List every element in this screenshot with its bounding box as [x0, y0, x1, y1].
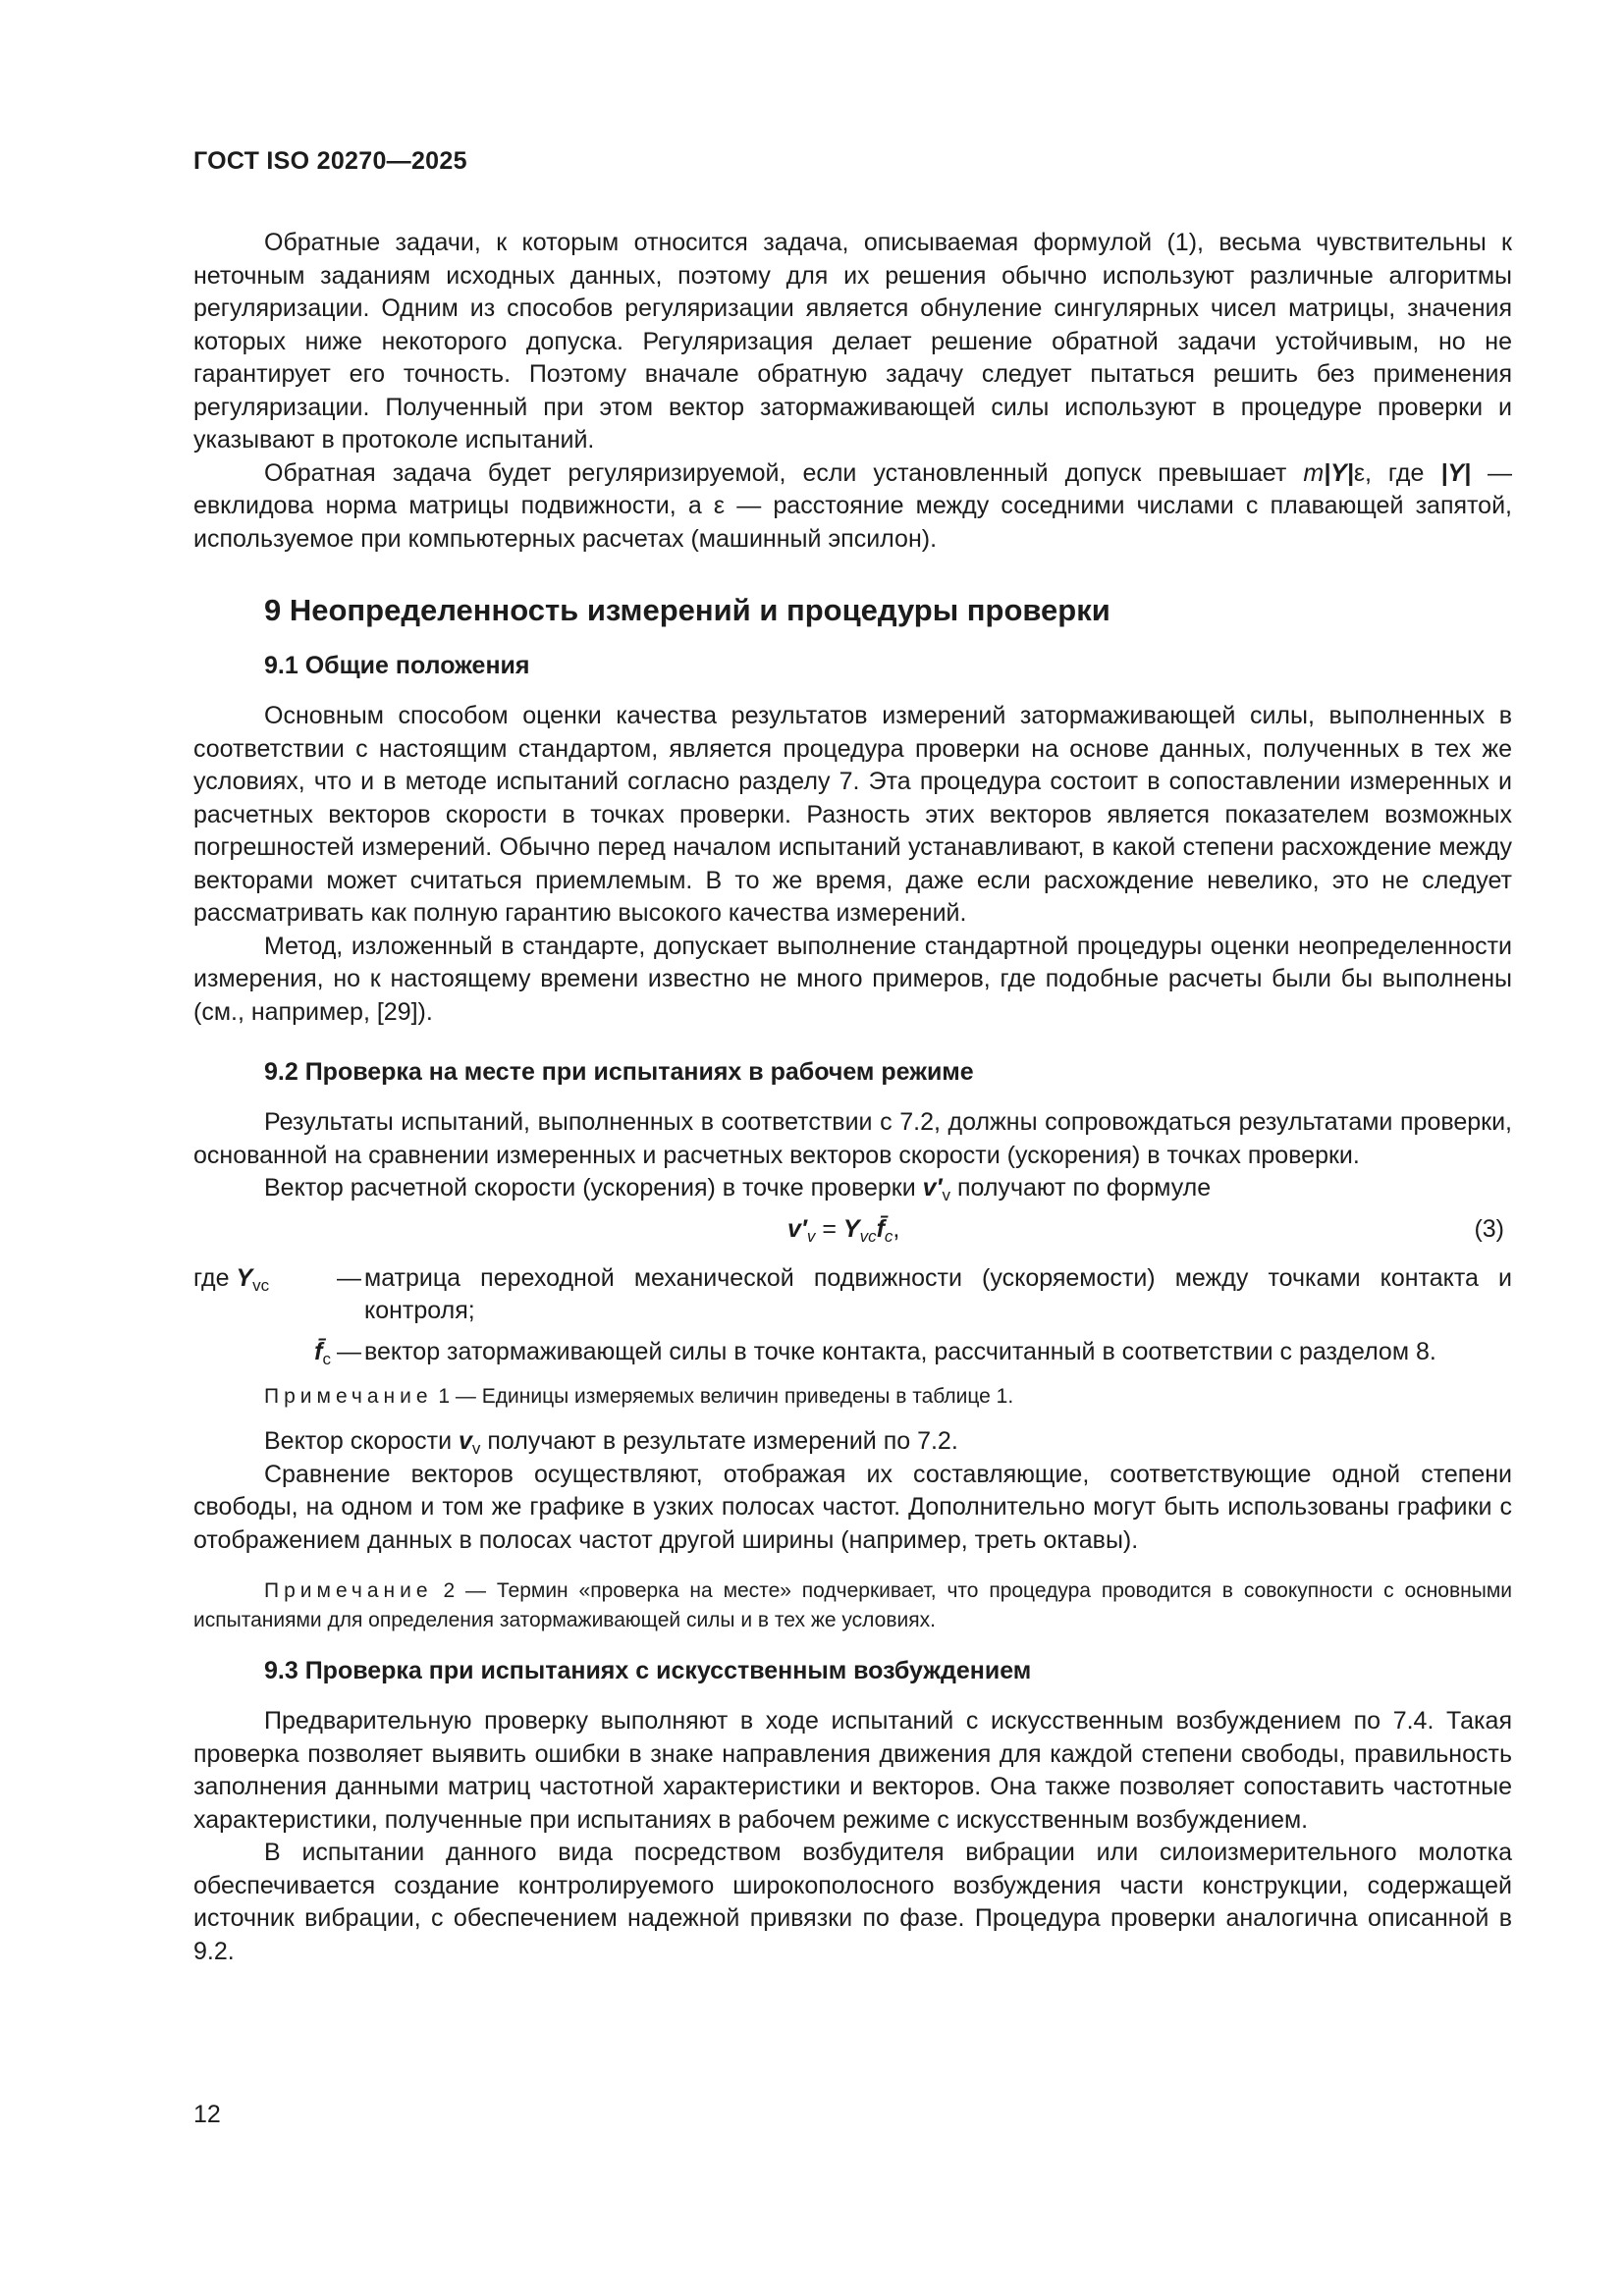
definition-row	[193, 1262, 1512, 1328]
def-symbol: Y	[236, 1263, 253, 1292]
formula-y: Y	[842, 1214, 860, 1243]
note-text: 2 — Термин «проверка на месте» подчеркивает, что процедура проводится в совокупности с основными испытаниями для определения затормаживающей силы и в тех же условиях.	[193, 1579, 1512, 1631]
section-9-2-title: 9.2 Проверка на месте при испытаниях в рабочем режиме	[264, 1058, 974, 1086]
equation-number: (3)	[1474, 1214, 1504, 1243]
velocity-subscript: v	[942, 1186, 951, 1204]
velocity-vector-symbol: v	[459, 1427, 472, 1455]
section-9-2-paragraph-3	[193, 1425, 1512, 1459]
p3-text-a: Вектор скорости	[264, 1427, 460, 1455]
note-text: 1 — Единицы измеряемых величин приведены в таблице 1.	[432, 1385, 1014, 1408]
section-9-1-title: 9.1 Общие положения	[264, 652, 530, 679]
def-dash: —	[337, 1337, 361, 1365]
formula-expression	[787, 1215, 899, 1244]
intro-p2-m: m	[1303, 458, 1325, 487]
note-label: Примечание	[264, 1579, 433, 1602]
def-subscript: vc	[252, 1275, 270, 1295]
document-page	[193, 147, 1512, 1968]
def-symbol: f̄	[314, 1337, 323, 1365]
page-number: 12	[193, 2101, 221, 2128]
definition-term	[193, 1262, 337, 1328]
formula-y-sub: vc	[859, 1226, 877, 1246]
p2-text-a: Вектор расчетной скорости (ускорения) в точке проверки	[264, 1174, 923, 1201]
definition-text: матрица переходной механической подвижности (ускоряемости) между точками контакта и контроля;	[364, 1263, 1512, 1324]
section-9-title: 9 Неопределенность измерений и процедуры проверки	[264, 593, 1110, 627]
velocity-symbol: v′	[922, 1174, 943, 1201]
formula-f-sub: c	[884, 1226, 893, 1246]
where-word: где	[193, 1263, 230, 1292]
formula-f: f̄	[876, 1214, 885, 1243]
intro-paragraph-1: Обратные задачи, к которым относится задача, описываемая формулой (1), весьма чувствительны к неточным заданиям исходных данных, поэтому для их решения обычно используют различные алгоритмы регуляризации. Одним из способов регуляризации является обнуление сингулярных чисел матрицы, значения которых ниже некоторого допуска. Регуляризация делает решение обратной задачи устойчивым, но не гарантирует его точность. Поэтому вначале обратную задачу следует пытаться решить без применения регуляризации. Полученный при этом вектор затормаживающей силы используют в процедуре проверки и указывают в протоколе испытаний.	[193, 229, 1512, 454]
def-dash: —	[337, 1263, 361, 1292]
section-9-1-paragraph-1: Основным способом оценки качества результатов измерений затормаживающей силы, выполненных в соответствии с настоящим стандартом, является процедура проверки на основе данных, полученных в тех же условиях, что и в методе испытаний согласно разделу 7. Эта процедура состоит в сопоставлении измеренных и расчетных векторов скорости в точках проверки. Разность этих векторов является показателем возможных погрешностей измерений. Обычно перед началом испытаний устанавливают, в какой степени расхождение между векторами может считаться приемлемым. В то же время, даже если расхождение невелико, это не следует рассматривать как полную гарантию высокого качества измерений.	[193, 702, 1512, 927]
definition-row	[193, 1336, 1512, 1369]
section-9-2-paragraph-2	[193, 1172, 1512, 1205]
section-9-1-paragraph-2: Метод, изложенный в стандарте, допускает выполнение стандартной процедуры оценки неопределенности измерения, но к настоящему времени известно не много примеров, где подобные расчеты были бы выполнены (см., например, [29]).	[193, 932, 1512, 1026]
p2-text-b: получают по формуле	[950, 1174, 1212, 1201]
section-9-3-paragraph-2: В испытании данного вида посредством возбудителя вибрации или силоизмерительного молотка обеспечивается создание контролируемого широкополосного возбуждения части конструкции, содержащей источник вибрации, с обеспечением надежной привязки по фазе. Процедура проверки аналогична описанной в 9.2.	[193, 1839, 1512, 1965]
note-label: Примечание	[264, 1385, 433, 1408]
intro-p2-text-b: — евклидова норма матрицы подвижности, а ε — расстояние между соседними числами с плавающей запятой, используемое при компьютерных расчетах (машинный эпсилон).	[193, 458, 1513, 553]
p3-text-b: получают в результате измерений по 7.2.	[480, 1427, 958, 1455]
section-9-2-paragraph-4: Сравнение векторов осуществляют, отображая их составляющие, соответствующие одной степени свободы, на одном и том же графике в узких полосах частот. Дополнительно могут быть использованы графики с отображением данных в полосах частот другой ширины (например, треть октавы).	[193, 1460, 1512, 1554]
formula-lhs: v′	[787, 1214, 807, 1243]
formula-3	[193, 1209, 1512, 1253]
document-header: ГОСТ ISO 20270—2025	[193, 147, 467, 175]
formula-lhs-sub: v	[806, 1226, 816, 1246]
note-2	[193, 1576, 1512, 1635]
intro-p2-text-a: Обратная задача будет регуляризируемой, если установленный допуск превышает	[264, 458, 1304, 487]
formula-equals: =	[815, 1214, 843, 1243]
velocity-vector-sub: v	[471, 1439, 481, 1458]
note-1	[193, 1382, 1512, 1412]
section-9-3-paragraph-1: Предварительную проверку выполняют в ходе испытаний с искусственным возбуждением по 7.4. Такая проверка позволяет выявить ошибки в знаке направления движения для каждой степени свободы, правильность заполнения данными матриц частотной характеристики и векторов. Она также позволяет сопоставить частотные характеристики, полученные при испытаниях в рабочем режиме с искусственным возбуждением.	[193, 1707, 1512, 1834]
section-9-2-paragraph-1: Результаты испытаний, выполненных в соответствии с 7.2, должны сопровождаться результатами проверки, основанной на сравнении измеренных и расчетных векторов скорости (ускорения) в точках проверки.	[193, 1108, 1512, 1169]
def-subscript: c	[322, 1349, 331, 1368]
definition-term	[193, 1336, 337, 1369]
intro-p2-eps: ε, где	[1353, 458, 1425, 487]
formula-definitions	[193, 1262, 1512, 1369]
formula-comma: ,	[893, 1214, 900, 1243]
intro-p2-norm: |Y|	[1324, 458, 1354, 487]
intro-paragraph-2	[193, 457, 1512, 557]
intro-p2-norm-2: |Y|	[1440, 458, 1472, 487]
section-9-3-title: 9.3 Проверка при испытаниях с искусственным возбуждением	[264, 1657, 1032, 1684]
definition-text: вектор затормаживающей силы в точке контакта, рассчитанный в соответствии с разделом 8.	[364, 1337, 1436, 1365]
